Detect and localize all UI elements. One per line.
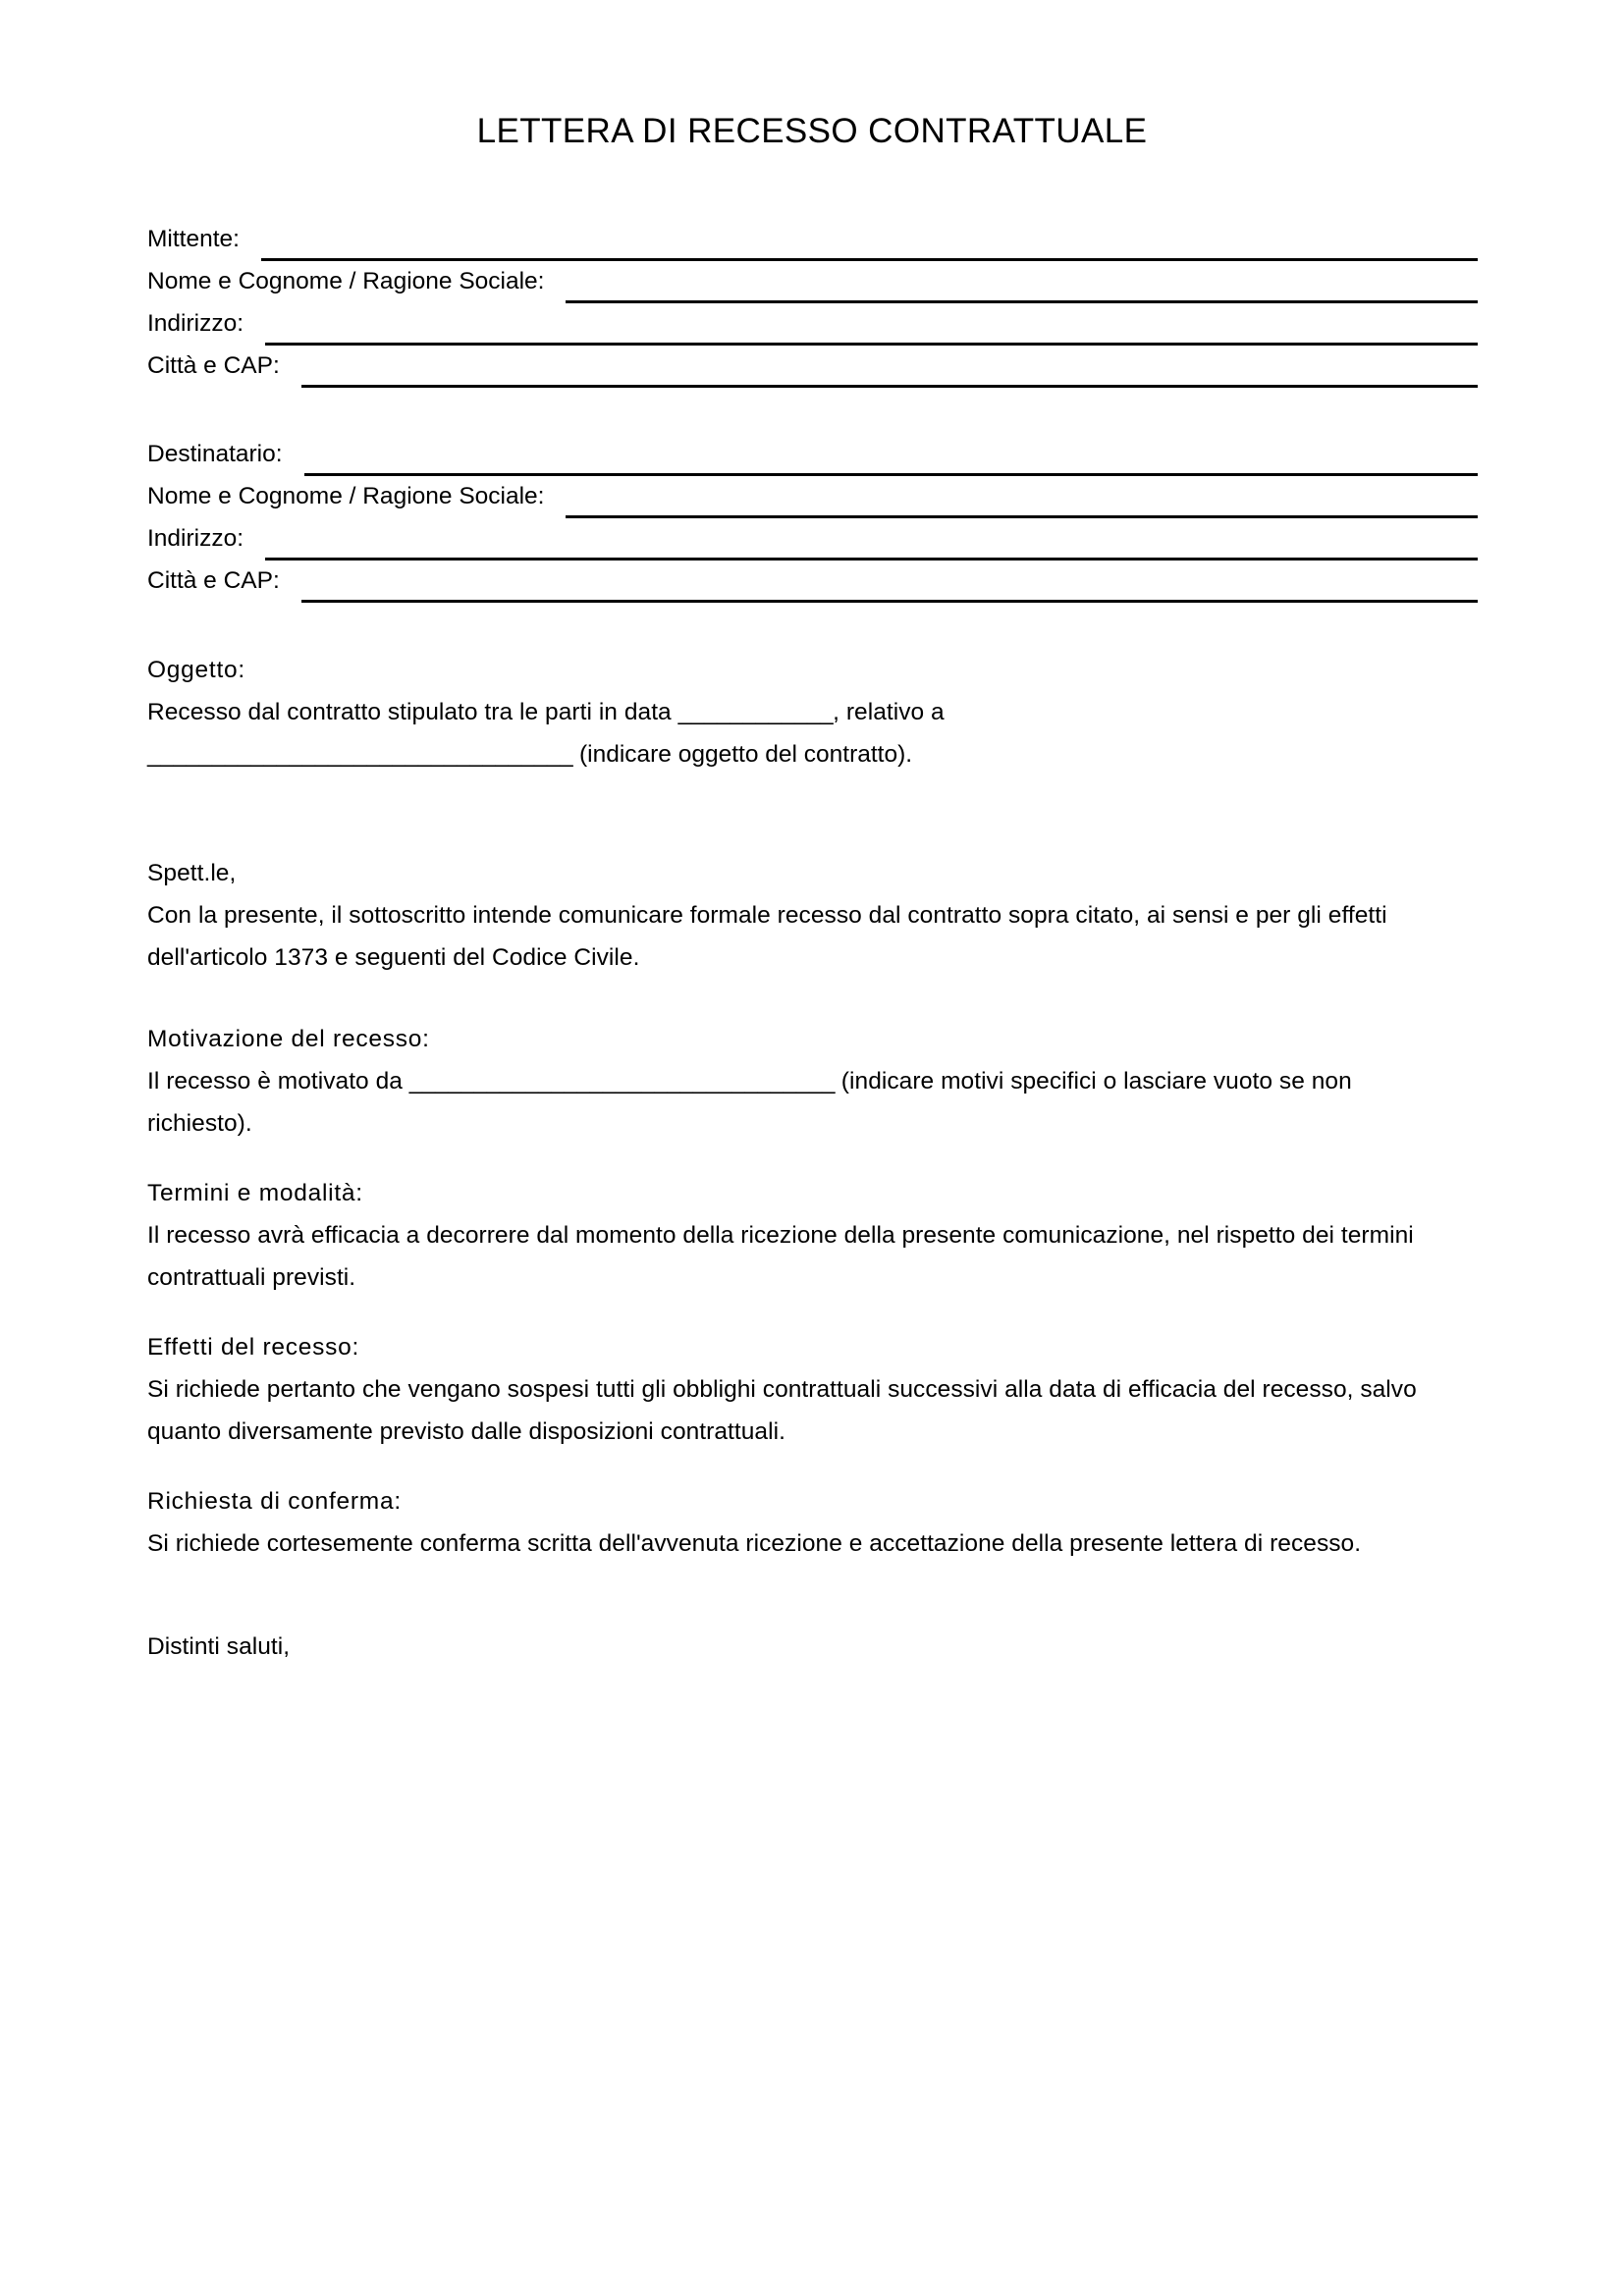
subject-text-before-blank: Recesso dal contratto stipulato tra le parti in data [147,699,678,725]
recipient-address-label: Indirizzo: [147,525,244,552]
sender-heading-row [147,226,1478,268]
intro-paragraph: Con la presente, il sottoscritto intende comunicare formale recesso dal contratto sopra citato, ai sensi e per gli effetti dell'articolo 1373 e seguenti del Codice Civile. [147,902,1387,971]
recipient-city-input-rule[interactable] [301,600,1478,603]
recipient-heading-input-rule[interactable] [304,473,1478,476]
subject-date-blank[interactable]: ____________ [677,699,834,725]
recipient-name-label: Nome e Cognome / Ragione Sociale: [147,483,545,509]
motivazione-text-after-blank: (indicare motivi specifici o lasciare vuoto se non richiesto). [147,1068,1352,1137]
subject-block [147,649,1478,775]
sender-block [147,226,1478,395]
subject-object-hint: (indicare oggetto del contratto). [572,741,913,768]
subject-line-1 [147,691,1478,733]
section-motivazione-heading: Motivazione del recesso: [147,1026,430,1052]
motivazione-blank[interactable]: _________________________________ [408,1068,835,1095]
recipient-city-label: Città e CAP: [147,567,280,594]
recipient-address-row [147,525,1478,567]
recipient-heading-row [147,441,1478,483]
document-body [147,226,1478,1668]
section-conferma-text: Si richiede cortesemente conferma scritta dell'avvenuta ricezione e accettazione della presente lettera di recesso. [147,1530,1362,1557]
sender-name-row [147,268,1478,310]
sender-heading-label: Mittente: [147,226,240,252]
spacer [147,1453,1478,1480]
spacer [147,610,1478,649]
subject-text-after-blank: , relativo a [833,699,945,725]
closing-text: Distinti saluti, [147,1633,291,1660]
recipient-address-input-rule[interactable] [265,558,1478,561]
section-effetti [147,1326,1478,1453]
sender-name-input-rule[interactable] [566,300,1478,303]
recipient-heading-label: Destinatario: [147,441,283,467]
spacer [147,1299,1478,1326]
recipient-name-input-rule[interactable] [566,515,1478,518]
sender-city-input-rule[interactable] [301,385,1478,388]
section-effetti-heading: Effetti del recesso: [147,1334,360,1361]
section-motivazione [147,1018,1478,1145]
salutation-block [147,852,1478,979]
spacer [147,775,1478,852]
sender-heading-input-rule[interactable] [261,258,1478,261]
section-effetti-text: Si richiede pertanto che vengano sospesi tutti gli obblighi contrattuali successivi alla data di efficacia del recesso, salvo quanto diversamente previsto dalle disposizioni contrattuali. [147,1376,1417,1445]
section-termini-heading: Termini e modalità: [147,1180,363,1206]
sender-address-input-rule[interactable] [265,343,1478,346]
section-termini-text: Il recesso avrà efficacia a decorrere dal momento della ricezione della presente comunicazione, nel rispetto dei termini contrattuali previsti. [147,1222,1414,1291]
sender-address-row [147,310,1478,352]
subject-line-2 [147,733,1478,775]
sender-city-label: Città e CAP: [147,352,280,379]
spacer [147,1145,1478,1172]
recipient-name-row [147,483,1478,525]
spacer [147,395,1478,441]
subject-heading: Oggetto: [147,657,245,683]
salutation-text: Spett.le, [147,860,237,886]
section-conferma-heading: Richiesta di conferma: [147,1488,402,1515]
subject-object-blank[interactable]: _________________________________ [147,741,573,768]
page-title: LETTERA DI RECESSO CONTRATTUALE [476,112,1148,150]
spacer [147,1565,1478,1626]
spacer [147,979,1478,1018]
sender-address-label: Indirizzo: [147,310,244,337]
motivazione-text-before-blank: Il recesso è motivato da [147,1068,409,1095]
section-termini [147,1172,1478,1299]
sender-name-label: Nome e Cognome / Ragione Sociale: [147,268,545,294]
section-motivazione-text [147,1060,1443,1145]
section-conferma [147,1480,1478,1565]
recipient-city-row [147,567,1478,610]
sender-city-row [147,352,1478,395]
recipient-block [147,441,1478,610]
